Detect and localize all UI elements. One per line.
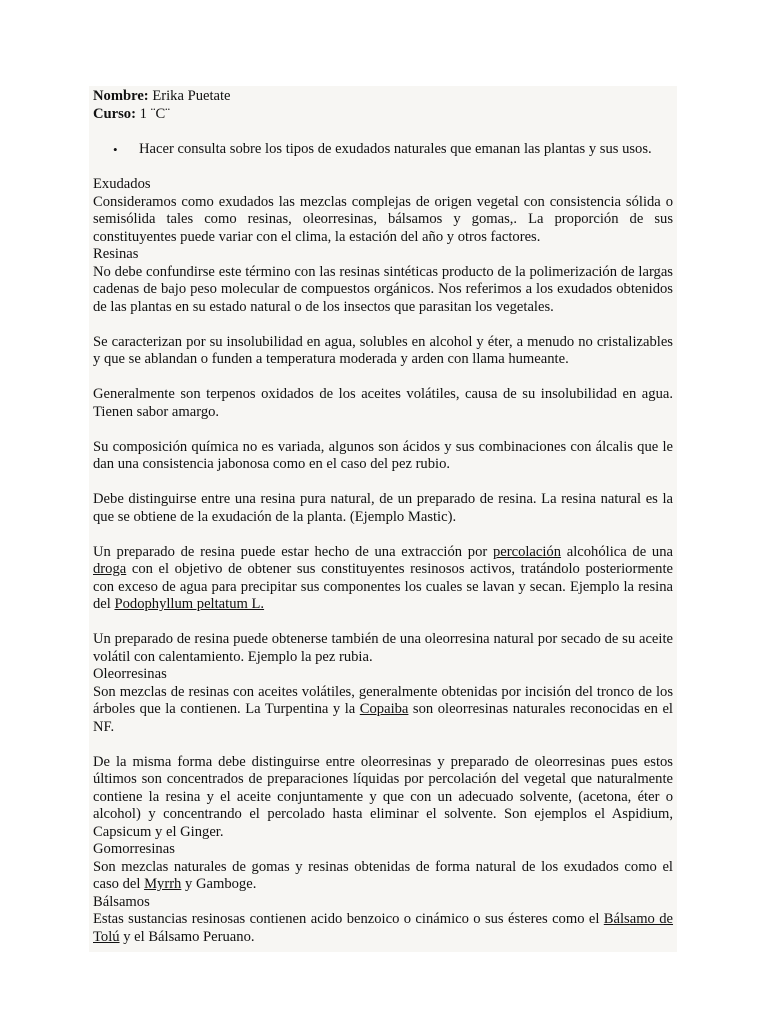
paragraph-text: Son mezclas naturales de gomas y resinas obtenidas de forma natural de los exudados como el caso del: [93, 858, 673, 892]
paragraph-text: con el objetivo de obtener sus constituyentes resinosos activos, tratándolo posteriormente con exceso de agua para precipitar sus componentes los cuales se lavan y secan. Ejemplo la resina del: [93, 561, 673, 612]
link-podophyllum[interactable]: Podophyllum peltatum L.: [114, 596, 265, 612]
course-value: 1 ¨C¨: [135, 105, 171, 122]
resinas-paragraph-5: Debe distinguirse entre una resina pura natural, de un preparado de resina. La resina natural es la que se obtiene de la exudación de la planta. (Ejemplo Mastic).: [93, 491, 673, 525]
paragraph-text: son oleorresinas naturales reconocidas en el NF.: [93, 701, 673, 735]
link-copaiba[interactable]: Copaiba: [359, 701, 409, 717]
oleorresinas-paragraph-2: De la misma forma debe distinguirse entre oleorresinas y preparado de oleorresinas pues estos últimos son concentrados de preparaciones líquidas por percolación del vegetal que naturalmente contiene la resina y el aceite conjuntamente y que con un adecuado solvente, (acetona, éter o alcohol) y concentrando el percolado hasta eliminar el solvente. Son ejemplos el Aspidium, Capsicum y el Ginger.: [93, 753, 673, 840]
gomorresinas-paragraph-1: [93, 859, 673, 894]
resinas-paragraph-2: Se caracterizan por su insolubilidad en agua, solubles en alcohol y éter, a menudo no cristalizables y que se ablandan o funden a temperatura moderada y arden con llama humeante.: [93, 333, 673, 367]
section-title-oleorresinas: Oleorresinas: [93, 666, 167, 682]
balsamos-paragraph-1: [93, 911, 673, 946]
task-text: Hacer consulta sobre los tipos de exudados naturales que emanan las plantas y sus usos.: [139, 141, 652, 157]
task-bullet-item: [93, 141, 673, 159]
resinas-paragraph-4: Su composición química no es variada, algunos son ácidos y sus combinaciones con álcalis que le dan una consistencia jabonosa como en el caso del pez rubio.: [93, 438, 673, 472]
resinas-paragraph-7: Un preparado de resina puede obtenerse también de una oleorresina natural por secado de su aceite volátil con calentamiento. Ejemplo la pez rubia.: [93, 631, 673, 665]
course-line: [93, 106, 673, 124]
document-body: [89, 86, 677, 952]
name-label: Nombre:: [93, 88, 149, 104]
course-label: Curso:: [93, 105, 136, 122]
student-name-line: [93, 88, 673, 106]
paragraph-text: Un preparado de resina puede estar hecho de una extracción por: [93, 543, 493, 560]
link-droga[interactable]: droga: [93, 561, 127, 577]
resinas-paragraph-1: No debe confundirse este término con las resinas sintéticas producto de la polimerización de largas cadenas de bajo peso molecular de compuestos orgánicos. Nos referimos a los exudados obtenidos de las plantas en su estado natural o de los insectos que parasitan los vegetales.: [93, 263, 673, 315]
resinas-paragraph-6: [93, 544, 673, 614]
section-title-exudados: Exudados: [93, 176, 151, 192]
section-title-resinas: Resinas: [93, 246, 139, 262]
paragraph-text: alcohólica de una: [561, 543, 673, 560]
paragraph-text: y Gamboge.: [181, 876, 257, 892]
resinas-paragraph-3: Generalmente son terpenos oxidados de los aceites volátiles, causa de su insolubilidad en agua. Tienen sabor amargo.: [93, 386, 673, 420]
paragraph-text: Son mezclas de resinas con aceites volátiles, generalmente obtenidas por incisión del tronco de los árboles que la contienen. La Turpentina y la: [93, 683, 673, 717]
link-percolacion[interactable]: percolación: [492, 543, 562, 560]
paragraph-text: y el Bálsamo Peruano.: [119, 928, 255, 945]
oleorresinas-paragraph-1: [93, 684, 673, 737]
name-value: Erika Puetate: [148, 88, 231, 104]
link-balsamo-de-tolu[interactable]: Bálsamo de Tolú: [93, 911, 674, 945]
bullet-icon: •: [113, 142, 118, 157]
section-title-balsamos: Bálsamos: [93, 893, 150, 910]
paragraph-text: Estas sustancias resinosas contienen acido benzoico o cinámico o sus ésteres como el: [93, 911, 604, 927]
link-myrrh[interactable]: Myrrh: [144, 876, 182, 892]
exudados-paragraph-1: Consideramos como exudados las mezclas complejas de origen vegetal con consistencia sólida o semisólida tales como resinas, oleorresinas, bálsamos y gomas,. La proporción de sus constituyentes puede variar con el clima, la estación del año y otros factores.: [93, 193, 673, 245]
section-title-gomorresinas: Gomorresinas: [93, 841, 175, 857]
